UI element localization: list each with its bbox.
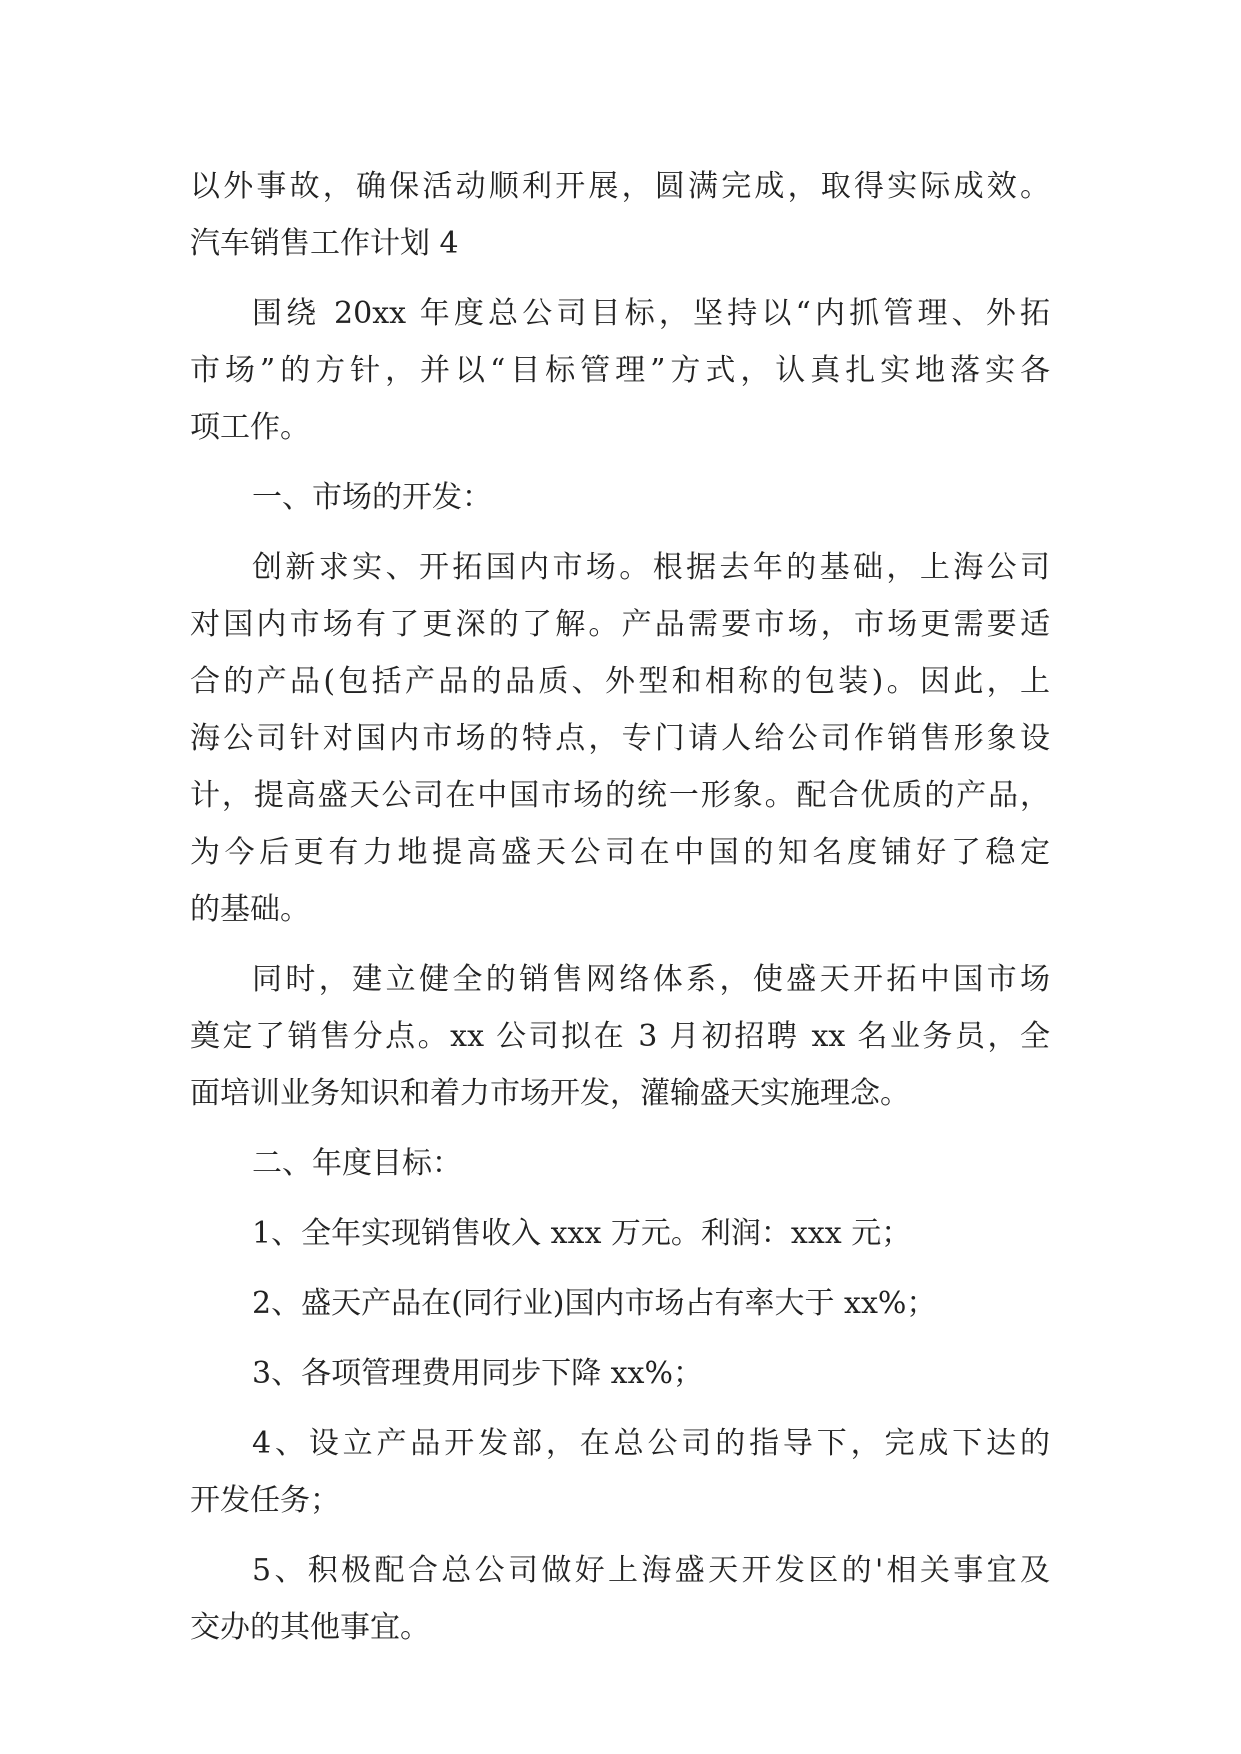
text-line: 市场”的方针，并以“目标管理”方式，认真扎实地落实各: [190, 353, 1050, 388]
text-line: 为今后更有力地提高盛天公司在中国的知名度铺好了稳定: [190, 835, 1050, 870]
text-line: 奠定了销售分点。xx 公司拟在 3 月初招聘 xx 名业务员，全: [190, 1019, 1050, 1054]
text-line: 交办的其他事宜。: [190, 1610, 430, 1645]
text-line: 的基础。: [190, 892, 310, 927]
text-line: 开发任务；: [190, 1483, 340, 1518]
list-item: 1、全年实现销售收入 xxx 万元。利润：xxx 元；: [252, 1216, 912, 1251]
text-line: 创新求实、开拓国内市场。根据去年的基础，上海公司: [252, 550, 1050, 585]
section-title: 汽车销售工作计划 4: [190, 226, 459, 261]
text-line: 对国内市场有了更深的了解。产品需要市场，市场更需要适: [190, 607, 1050, 642]
document-body: [190, 158, 1050, 1656]
text-line: 同时，建立健全的销售网络体系，使盛天开拓中国市场: [252, 962, 1050, 997]
heading-market-development: 一、市场的开发：: [252, 480, 492, 515]
list-item: 3、各项管理费用同步下降 xx%；: [252, 1356, 703, 1391]
text-line: 海公司针对国内市场的特点，专门请人给公司作销售形象设: [190, 721, 1050, 756]
list-item: 2、盛天产品在(同行业)国内市场占有率大于 xx%；: [252, 1286, 937, 1321]
text-line: 以外事故，确保活动顺利开展，圆满完成，取得实际成效。: [190, 169, 1050, 204]
text-line: 面培训业务知识和着力市场开发，灌输盛天实施理念。: [190, 1076, 910, 1111]
text-line: 围绕 20xx 年度总公司目标，坚持以“内抓管理、外拓: [252, 296, 1050, 331]
text-line: 项工作。: [190, 410, 310, 445]
text-line: 计，提高盛天公司在中国市场的统一形象。配合优质的产品，: [190, 778, 1050, 813]
list-item: 4、设立产品开发部，在总公司的指导下，完成下达的: [252, 1426, 1050, 1461]
text-line: 合的产品(包括产品的品质、外型和相称的包装)。因此，上: [190, 664, 1050, 699]
list-item: 5、积极配合总公司做好上海盛天开发区的'相关事宜及: [252, 1553, 1050, 1588]
heading-annual-goals: 二、年度目标：: [252, 1146, 462, 1181]
